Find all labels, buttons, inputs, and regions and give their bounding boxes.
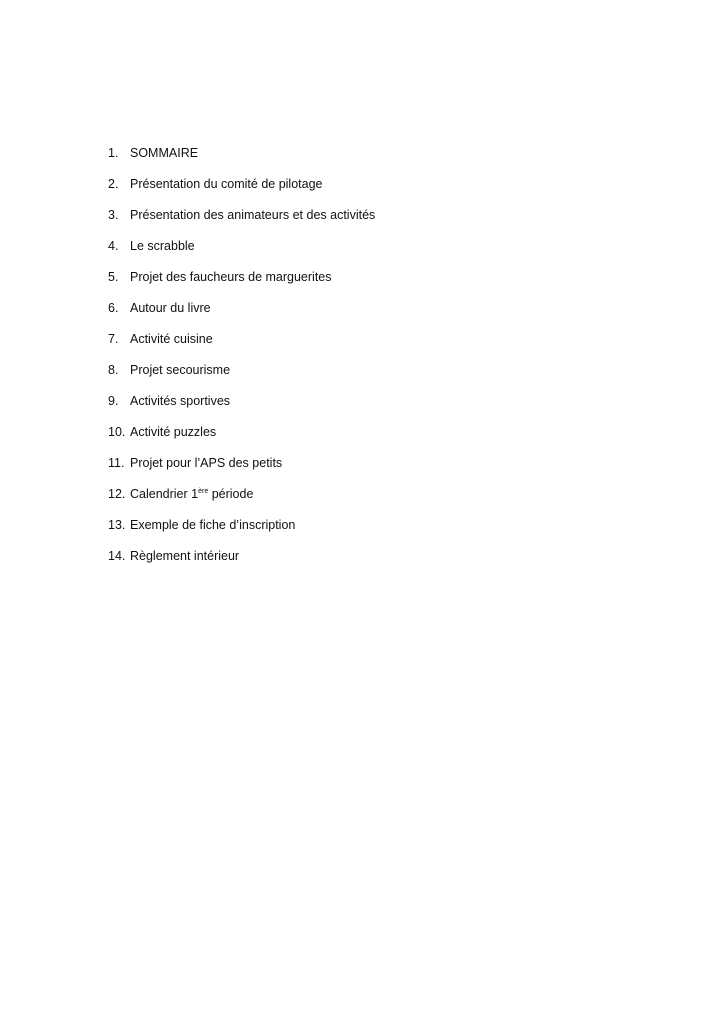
toc-item-number: 6. bbox=[108, 301, 119, 315]
toc-item-number: 10. bbox=[108, 425, 126, 439]
toc-item-number: 5. bbox=[108, 270, 119, 284]
toc-item-label: SOMMAIRE bbox=[130, 146, 199, 160]
toc-item-number: 9. bbox=[108, 394, 119, 408]
toc-item bbox=[108, 487, 375, 518]
toc-item bbox=[108, 363, 375, 394]
toc-item-label: Le scrabble bbox=[130, 239, 195, 253]
toc-item-label: Activités sportives bbox=[130, 394, 231, 408]
toc-item bbox=[108, 394, 375, 425]
toc-item-label: Projet secourisme bbox=[130, 363, 231, 377]
toc-item bbox=[108, 332, 375, 363]
toc-item-number: 3. bbox=[108, 208, 119, 222]
toc-item-number: 7. bbox=[108, 332, 119, 346]
toc-item-label-text: Calendrier 1 bbox=[130, 487, 199, 501]
toc-item-label: Activité puzzles bbox=[130, 425, 217, 439]
toc-item-number: 14. bbox=[108, 549, 126, 563]
toc-item-label: Exemple de fiche d’inscription bbox=[130, 518, 296, 532]
toc-item-number: 2. bbox=[108, 177, 119, 191]
toc-item-number: 8. bbox=[108, 363, 119, 377]
toc-item bbox=[108, 456, 375, 487]
toc-item bbox=[108, 239, 375, 270]
toc-item-number: 1. bbox=[108, 146, 119, 160]
toc-item-label-superscript: ère bbox=[198, 487, 209, 495]
toc-item bbox=[108, 301, 375, 332]
toc-item-label: Présentation des animateurs et des activités bbox=[130, 208, 376, 222]
toc-item bbox=[108, 208, 375, 239]
toc-item-number: 12. bbox=[108, 487, 126, 501]
toc-item bbox=[108, 177, 375, 208]
toc-item bbox=[108, 270, 375, 301]
toc-item bbox=[108, 146, 375, 177]
toc-item-label: Présentation du comité de pilotage bbox=[130, 177, 323, 191]
toc-item-label-text-suffix: période bbox=[208, 487, 254, 501]
toc-item bbox=[108, 518, 375, 549]
toc-item-number: 4. bbox=[108, 239, 119, 253]
toc-item-label: Activité cuisine bbox=[130, 332, 213, 346]
toc-item bbox=[108, 549, 375, 580]
toc-item-label: Autour du livre bbox=[130, 301, 211, 315]
toc-item-number: 11. bbox=[108, 456, 125, 470]
toc-item-label: Projet pour l’APS des petits bbox=[130, 456, 283, 470]
toc-item-label bbox=[130, 487, 253, 501]
toc-item-number: 13. bbox=[108, 518, 126, 532]
toc-item-label: Projet des faucheurs de marguerites bbox=[130, 270, 332, 284]
toc-item bbox=[108, 425, 375, 456]
toc-item-label: Règlement intérieur bbox=[130, 549, 240, 563]
table-of-contents bbox=[108, 146, 375, 580]
